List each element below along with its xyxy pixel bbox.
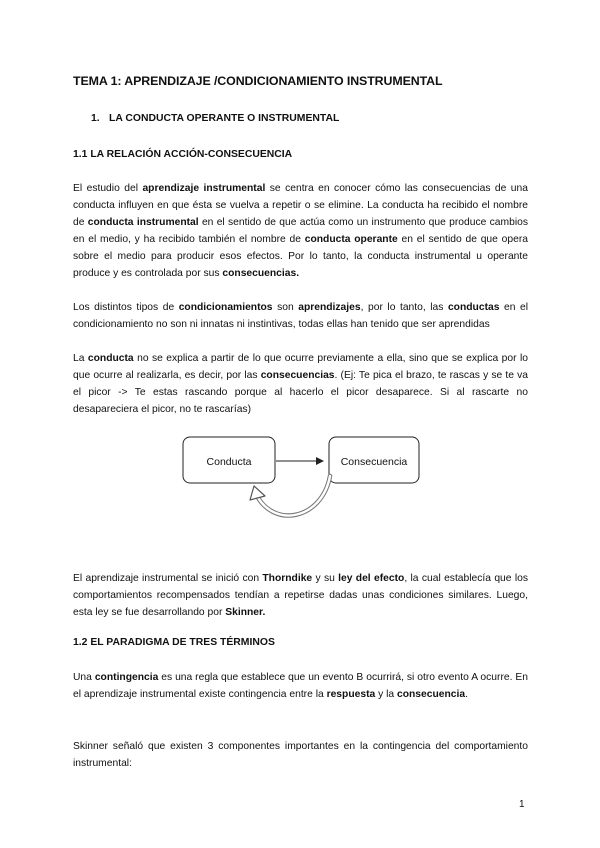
section-1-number: 1.: [91, 113, 100, 124]
bold-term: condicionamientos: [178, 302, 273, 313]
bold-term: conducta operante: [304, 234, 398, 245]
bold-term: consecuencia: [396, 689, 466, 700]
page-number: 1: [519, 799, 525, 810]
conducta-consecuencia-diagram: [180, 430, 420, 530]
feedback-arrowhead: [250, 486, 265, 500]
paragraph-1-1-c: La conducta no se explica a partir de lo que ocurre previamente a ella, sino que se explica por lo que ocurre al realizarla, es decir, por las consecuencias. (Ej: Te pica el brazo, te rascas y se te va el picor -> Te estas rascando porque al hacerlo el picor desaparece. Si al rascarte no desapareciera el picor, no te rascarías): [73, 353, 529, 415]
paragraph-1-1-a: El estudio del aprendizaje instrumental se centra en conocer cómo las consecuencias de una conducta influyen en que ésta se vuelva a repetir o se elimine. La conducta ha recibido el nombre de conducta instrumental en el sentido de que actúa como un instrumento que produce cambios en el medio, y ha recibido también el nombre de conducta operante en el sentido de que opera sobre el medio para producir esos efectos. Por lo tanto, la conducta instrumental u operante produce y es controlada por sus consecuencias.: [73, 183, 528, 279]
bold-term: consecuencias.: [222, 268, 300, 279]
bold-term: conducta instrumental: [87, 217, 199, 228]
bold-term: aprendizaje instrumental: [142, 183, 266, 194]
section-1-title: LA CONDUCTA OPERANTE O INSTRUMENTAL: [109, 113, 340, 124]
paragraph-1-2-b: Skinner señaló que existen 3 componentes importantes en la contingencia del comportamiento instrumental:: [73, 741, 528, 769]
paragraph-1-1-b: Los distintos tipos de condicionamientos son aprendizajes, por lo tanto, las conductas en el condicionamiento no son ni innatas ni instintivas, todas ellas han tenido que ser aprendidas: [73, 302, 528, 330]
consecuencia-box-label: Consecuencia: [340, 456, 408, 468]
paragraph-1-2-a: Una contingencia es una regla que establece que un evento B ocurrirá, si otro evento A ocurre. En el aprendizaje instrumental existe contingencia entre la respuesta y la consecuencia.: [73, 672, 528, 700]
bold-term: respuesta: [326, 689, 376, 700]
section-1-heading: [91, 113, 339, 124]
bold-term: consecuencias: [260, 370, 335, 381]
bold-term: Skinner.: [225, 607, 266, 618]
bold-term: conducta: [87, 353, 134, 364]
bold-term: conductas: [447, 302, 500, 313]
bold-term: Thorndike: [262, 573, 313, 584]
section-1-2-heading: 1.2 EL PARADIGMA DE TRES TÉRMINOS: [73, 637, 275, 648]
paragraph-1-1-d: El aprendizaje instrumental se inició con Thorndike y su ley del efecto, la cual establecía que los comportamientos recompensados tendían a repetirse dadas unas condiciones similares. Luego, esta ley se fue desarrollando por Skinner.: [73, 573, 528, 618]
bold-term: contingencia: [94, 672, 159, 683]
section-1-1-heading: 1.1 LA RELACIÓN ACCIÓN-CONSECUENCIA: [73, 149, 293, 160]
document-title: TEMA 1: APRENDIZAJE /CONDICIONAMIENTO INSTRUMENTAL: [73, 74, 443, 88]
conducta-box-label: Conducta: [206, 456, 252, 468]
bold-term: ley del efecto: [338, 573, 405, 584]
bold-term: aprendizajes: [298, 302, 361, 313]
